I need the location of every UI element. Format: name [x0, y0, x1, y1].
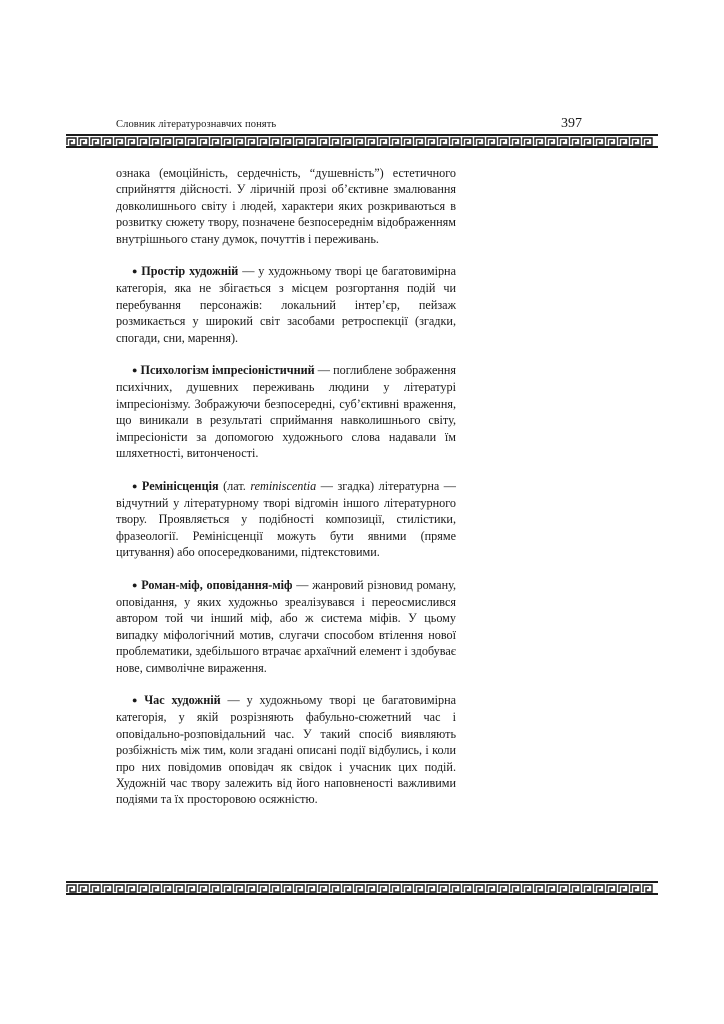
- entry-chas: [116, 692, 456, 808]
- entry-term: Час художній: [144, 692, 221, 707]
- bullet-icon: ●: [132, 579, 139, 590]
- entry-definition: — поглиблене зображення психічних, душевних переживань людини у літературі імпресіонізму. Зображуючи безпосередні, суб’єктивні враження, що виникали в результаті сприймання навколишнього світу, імпресіоністи за допомогою художнього слова надавали їм шляхетності, витонченості.: [116, 363, 457, 461]
- bullet-icon: ●: [132, 365, 138, 376]
- bullet-icon: ●: [132, 694, 142, 705]
- meander-border-icon: [66, 881, 658, 895]
- entry-term: Ремінісценція: [141, 478, 219, 493]
- meander-border-icon: [66, 134, 658, 148]
- entry-prostir: [116, 263, 456, 346]
- entry-definition: — жанровий різновид роману, оповідання, у яких художньо зреалізувався і переосмислився автором той чи інший міф, або ж система міфів. У цьому випадку міфологічний мотив, слугачи способом втілення нової проблематики, здебільшого втрачає архаїчний елемент і здобуває нове, символічне вираження.: [116, 577, 457, 675]
- entry-term: Психологізм імпресіоністичний: [140, 363, 315, 378]
- running-header-title: Словник літературознавчих понять: [116, 119, 277, 130]
- entry-roman-mif: [116, 577, 456, 676]
- entry-definition: — згадка) літературна — відчутний у літературному творі відгомін іншого літературного твору. Проявляється у подібності композиції, стилістики, фразеології. Ремінісценції можуть бути явними (пряме цитування) або опосередкованими, підтекстовими.: [116, 478, 456, 560]
- entry-definition: — у художньому творі це багатовимірна категорія, яка не збігається з місцем розгортання подій чи перебування персонажів: локальний інтер’єр, пейзаж розмикається у широкий світ засобами ретроспекції (згадки, спогади, сни, марення).: [116, 264, 456, 345]
- entry-psykholohizm: [116, 362, 456, 461]
- entry-etymology-prefix: (лат.: [218, 478, 251, 493]
- running-header: [116, 116, 582, 134]
- bullet-icon: ●: [132, 266, 139, 277]
- entry-reministsentsiia: [116, 478, 456, 561]
- bullet-icon: ●: [132, 480, 139, 491]
- entry-term: Простір художній: [141, 264, 239, 279]
- entry-term: Роман-міф, оповідання-міф: [141, 577, 293, 592]
- page-number: 397: [561, 116, 582, 131]
- dictionary-text: [116, 165, 456, 808]
- entry-definition: — у художньому творі це багатовимірна категорія, у якій розрізняють фабульно-сюжетний час і оповідально-розповідальний час. У такий спосіб виявляють розбіжність між тим, коли згадані описані події відбулись, і коли про них повідомив оповідач як свідок і учасник цих подій. Художній час твору залежить від його наповненості важливими подіями та їх просторовою осяжністю.: [116, 692, 457, 807]
- entry-etymology-word: reminiscentia: [250, 478, 317, 493]
- continuation-paragraph: ознака (емоційність, сердечність, “душевність”) естетичного сприйняття дійсності. У ліричній прозі об’єктивне змалювання довколишнього світу і людей, характери яких розкриваються в розвитку сюжету твору, позначене безпосереднім відображенням внутрішнього стану думок, почуттів і переживань.: [116, 166, 456, 246]
